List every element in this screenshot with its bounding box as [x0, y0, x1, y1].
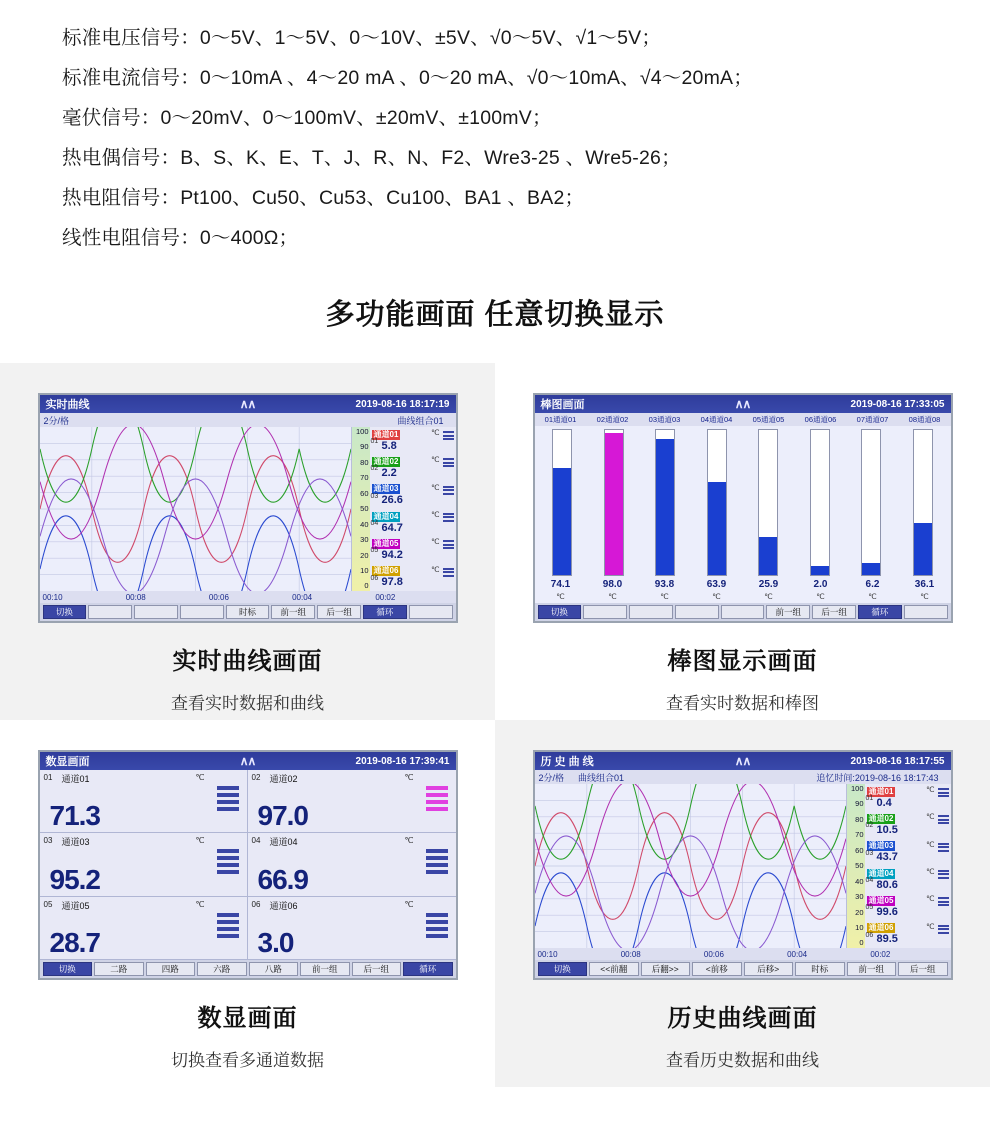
- bar-value: 63.9: [706, 578, 727, 590]
- channel-unit: ℃: [431, 482, 440, 492]
- button-blank-3[interactable]: [675, 605, 719, 619]
- x-tick: 00:02: [870, 949, 891, 959]
- device-screen-realtime-curve: [38, 393, 458, 623]
- channel-value: 3.0: [257, 926, 294, 958]
- channel-value: 0.4: [876, 796, 892, 809]
- screen-title-bar: [535, 752, 951, 770]
- screen-button-bar: [40, 603, 456, 621]
- channel-name: 通道01: [868, 786, 894, 796]
- y-tick: 80: [855, 814, 864, 824]
- channel-name: 通道01: [373, 429, 399, 439]
- channel-value: 89.5: [876, 933, 898, 946]
- button-cycle[interactable]: 循环: [858, 605, 902, 619]
- panel-subtitle: 切换查看多通道数据: [171, 1051, 324, 1070]
- bar-value: 2.0: [813, 578, 828, 590]
- channel-value: 43.7: [876, 851, 898, 864]
- button-next-group[interactable]: 后一组: [352, 962, 402, 976]
- channel-row[interactable]: [865, 866, 951, 893]
- y-tick: 60: [360, 488, 369, 498]
- panel-realtime-curve: [0, 363, 495, 720]
- channel-value: 99.6: [876, 905, 898, 918]
- curve-group-label: 曲线组合01: [578, 772, 625, 783]
- button-blank-1[interactable]: [583, 605, 627, 619]
- channel-row[interactable]: [370, 454, 456, 481]
- bar-indicator-icon: [426, 849, 448, 874]
- bar-unit: ℃: [816, 592, 825, 601]
- bar-unit: ℃: [660, 592, 669, 601]
- button-switch[interactable]: 切换: [43, 962, 93, 976]
- bar-column: [691, 429, 743, 576]
- x-tick: 00:08: [125, 592, 146, 602]
- channel-index: 04: [251, 836, 261, 846]
- y-tick: 90: [855, 799, 864, 809]
- y-tick: 50: [855, 861, 864, 871]
- bar-indicator-icon: [938, 925, 949, 934]
- channel-row[interactable]: [865, 921, 951, 948]
- y-tick: 30: [855, 892, 864, 902]
- channel-name: 通道02: [269, 774, 298, 784]
- channel-index: 02: [251, 773, 261, 782]
- button-timemark[interactable]: 时标: [226, 605, 270, 619]
- bar-unit: ℃: [764, 592, 773, 601]
- y-tick: 60: [855, 845, 864, 855]
- x-tick: 00:06: [208, 592, 229, 602]
- channel-unit: ℃: [431, 428, 440, 437]
- bar-indicator-icon: [938, 897, 949, 906]
- screen-title: 棒图画面: [540, 399, 585, 411]
- channel-name: 通道03: [373, 484, 399, 494]
- panel-history-curve: [495, 720, 990, 1087]
- channel-value: 80.6: [876, 878, 898, 891]
- bar-graph-area: [535, 426, 951, 576]
- specification-list: [0, 0, 990, 258]
- channel-row[interactable]: [370, 564, 456, 591]
- bar-header: 01通道01: [544, 415, 577, 424]
- bar-track: [707, 429, 727, 576]
- bar-indicator-icon: [443, 458, 454, 467]
- curve-plot-area: [40, 427, 352, 591]
- y-tick: 30: [360, 535, 369, 545]
- screen-button-bar: [535, 603, 951, 621]
- channel-index: 05: [370, 547, 379, 555]
- panel-subtitle: 查看实时数据和棒图: [666, 694, 819, 713]
- channel-row[interactable]: [865, 839, 951, 866]
- bar-value: 93.8: [654, 578, 675, 590]
- button-blank-2[interactable]: [134, 605, 178, 619]
- button-four-channel[interactable]: 四路: [146, 962, 196, 976]
- button-switch[interactable]: 切换: [43, 605, 87, 619]
- device-screen-bar-graph: [533, 393, 953, 623]
- button-next-group[interactable]: 后一组: [812, 605, 856, 619]
- time-scale-label: 2分/格: [43, 415, 70, 426]
- bar-indicator-icon: [443, 431, 454, 440]
- channel-name: 通道04: [868, 868, 894, 878]
- bar-channel-headers: [535, 413, 951, 426]
- channel-value: 2.2: [381, 466, 397, 479]
- y-tick: 10: [855, 922, 864, 932]
- channel-unit: ℃: [926, 785, 935, 794]
- button-blank-4[interactable]: [721, 605, 765, 619]
- y-tick: 40: [855, 876, 864, 886]
- bar-value: 36.1: [914, 578, 935, 590]
- channel-index: 02: [865, 822, 874, 830]
- bar-fill: [914, 523, 932, 575]
- button-page-back[interactable]: <<前翻: [589, 962, 639, 976]
- bar-column: [794, 429, 846, 576]
- channel-unit: ℃: [926, 812, 935, 822]
- channel-value-list: [370, 427, 456, 591]
- y-tick: 70: [855, 830, 864, 840]
- bar-indicator-icon: [217, 913, 239, 938]
- screen-title: 实时曲线: [45, 399, 90, 411]
- channel-name: 通道01: [61, 774, 90, 784]
- channel-name: 通道05: [373, 538, 399, 548]
- bar-header: 02通道02: [596, 415, 629, 424]
- channel-index: 04: [370, 519, 379, 527]
- x-tick: 00:10: [537, 949, 558, 959]
- channel-index: 06: [865, 931, 874, 939]
- bar-fill: [553, 468, 571, 575]
- screen-body: [40, 427, 456, 591]
- channel-index: 02: [370, 465, 379, 473]
- digital-cell[interactable]: [40, 897, 248, 960]
- curve-header: [535, 770, 951, 784]
- bar-indicator-icon: [938, 788, 949, 797]
- channel-name: 通道03: [868, 841, 894, 851]
- bar-value: 98.0: [602, 578, 623, 590]
- spec-line-voltage: 标准电压信号：0～5V、1～5V、0～10V、±5V、√0～5V、√1～5V；: [62, 27, 662, 49]
- screen-datetime: 2019-08-16 17:39:41: [355, 755, 450, 767]
- device-screen-history-curve: [533, 750, 953, 980]
- x-tick: 00:08: [620, 949, 641, 959]
- channel-index: 03: [865, 849, 874, 857]
- digital-cell[interactable]: [248, 897, 456, 960]
- curve-y-axis: [847, 784, 865, 948]
- bar-unit: ℃: [608, 592, 617, 601]
- y-tick: 70: [360, 473, 369, 483]
- bar-track: [913, 429, 933, 576]
- curve-plot-svg: [40, 427, 351, 591]
- bar-indicator-icon: [217, 786, 239, 811]
- bar-unit: ℃: [920, 592, 929, 601]
- channel-row[interactable]: [865, 811, 951, 838]
- channel-value: 26.6: [381, 494, 403, 507]
- channel-unit: ℃: [431, 537, 440, 547]
- brand-logo-icon: ∧∧: [734, 754, 751, 768]
- bar-fill: [811, 566, 829, 575]
- channel-index: 05: [865, 904, 874, 912]
- channel-unit: ℃: [431, 564, 440, 574]
- channel-row[interactable]: [370, 482, 456, 509]
- y-tick: 100: [850, 784, 864, 793]
- panel-subtitle: 查看历史数据和曲线: [666, 1051, 819, 1070]
- bar-header: 08通道08: [908, 415, 941, 424]
- bar-value: 74.1: [550, 578, 571, 590]
- bar-unit: ℃: [712, 592, 721, 601]
- channel-name: 通道04: [373, 511, 399, 521]
- channel-row[interactable]: [370, 509, 456, 536]
- digital-cell[interactable]: [248, 833, 456, 896]
- channel-unit: ℃: [926, 866, 935, 876]
- bar-unit: ℃: [868, 592, 877, 601]
- device-screen-digital: [38, 750, 458, 980]
- channel-name: 通道02: [868, 813, 894, 823]
- spec-line-current: 标准电流信号：0～10mA 、4～20 mA 、0～20 mA、√0～10mA、√4～20mA；: [62, 67, 753, 89]
- panel-caption: 历史曲线画面: [667, 1005, 818, 1032]
- channel-value: 71.3: [49, 800, 100, 832]
- curve-group-label: 曲线组合01: [397, 415, 444, 426]
- channel-index: 03: [370, 492, 379, 500]
- button-blank-1[interactable]: [88, 605, 132, 619]
- channel-unit: ℃: [431, 455, 440, 465]
- channel-index: 06: [251, 899, 261, 909]
- channel-unit: ℃: [926, 921, 935, 931]
- button-cycle[interactable]: 循环: [363, 605, 407, 619]
- y-tick: 80: [360, 457, 369, 467]
- button-prev-group[interactable]: 前一组: [271, 605, 315, 619]
- channel-name: 通道05: [61, 900, 90, 911]
- channel-name: 通道02: [373, 456, 399, 466]
- channel-value: 10.5: [876, 823, 898, 836]
- bar-track: [604, 429, 624, 576]
- channel-index: 01: [43, 773, 53, 782]
- y-tick: 50: [360, 504, 369, 514]
- channel-row[interactable]: [865, 784, 951, 811]
- bar-column: [743, 429, 795, 576]
- bar-fill: [708, 482, 726, 575]
- bar-track: [861, 429, 881, 576]
- button-switch[interactable]: 切换: [538, 962, 588, 976]
- channel-unit: ℃: [431, 509, 440, 519]
- channel-row[interactable]: [370, 427, 456, 454]
- bar-value: 25.9: [758, 578, 779, 590]
- curve-plot-area: [535, 784, 847, 948]
- bar-column: [537, 429, 589, 576]
- channel-value: 64.7: [381, 521, 403, 534]
- bar-indicator-icon: [443, 568, 454, 577]
- channel-index: 06: [370, 574, 379, 582]
- bar-indicator-icon: [938, 815, 949, 824]
- bar-header: 05通道05: [752, 415, 785, 424]
- bar-track: [655, 429, 675, 576]
- digital-cell[interactable]: [40, 770, 248, 833]
- button-blank-3[interactable]: [180, 605, 224, 619]
- bar-indicator-icon: [217, 849, 239, 874]
- time-scale-label: 2分/格: [538, 772, 565, 783]
- channel-index: 01: [370, 438, 379, 445]
- bar-unit: ℃: [556, 592, 565, 601]
- screen-title: 历 史 曲 线: [540, 756, 594, 768]
- channel-name: 通道06: [373, 566, 399, 576]
- channel-name: 通道04: [269, 837, 298, 848]
- bar-column: [897, 429, 949, 576]
- bar-header: 06通道06: [804, 415, 837, 424]
- digital-cell[interactable]: [248, 770, 456, 833]
- screen-button-bar: [535, 960, 951, 978]
- screen-datetime: 2019-08-16 18:17:55: [850, 755, 945, 767]
- bar-header: 07通道07: [856, 415, 889, 424]
- button-next-group[interactable]: 后一组: [898, 962, 948, 976]
- x-tick: 00:02: [375, 592, 396, 602]
- brand-logo-icon: ∧∧: [734, 397, 751, 411]
- bar-fill: [656, 439, 674, 575]
- bar-track: [552, 429, 572, 576]
- channel-name: 通道05: [868, 895, 894, 905]
- channel-index: 05: [43, 899, 53, 909]
- channel-unit: ℃: [926, 839, 935, 849]
- panel-caption: 数显画面: [197, 1005, 298, 1032]
- bar-indicator-icon: [938, 870, 949, 879]
- bar-units-row: [535, 592, 951, 603]
- digital-grid: [40, 770, 456, 960]
- button-prev-group[interactable]: 前一组: [300, 962, 350, 976]
- channel-name: 通道03: [61, 837, 90, 848]
- screens-grid: [0, 363, 990, 1087]
- curve-x-axis: [40, 591, 456, 603]
- spec-line-thermocouple: 热电偶信号：B、S、K、E、T、J、R、N、F2、Wre3-25 、Wre5-26；: [62, 147, 681, 169]
- screen-title-bar: [535, 395, 951, 413]
- y-tick: 10: [360, 565, 369, 575]
- channel-value: 66.9: [257, 863, 308, 895]
- bar-indicator-icon: [426, 786, 448, 811]
- bar-indicator-icon: [443, 486, 454, 495]
- bar-indicator-icon: [443, 540, 454, 549]
- channel-value: 94.2: [381, 548, 403, 561]
- channel-unit: ℃: [404, 899, 414, 909]
- bar-track: [758, 429, 778, 576]
- screen-title: 数显画面: [45, 756, 90, 768]
- bar-column: [588, 429, 640, 576]
- channel-value: 5.8: [381, 439, 397, 452]
- recall-time-label: 追忆时间:2019-08-16 18:17:43: [816, 772, 939, 783]
- button-cycle[interactable]: 循环: [403, 962, 453, 976]
- y-tick: 40: [360, 519, 369, 529]
- x-tick: 00:04: [787, 949, 808, 959]
- button-six-channel[interactable]: 六路: [197, 962, 247, 976]
- channel-value-list: [865, 784, 951, 948]
- channel-index: 03: [43, 836, 53, 846]
- curve-plot-svg: [535, 784, 846, 948]
- screen-title-bar: [40, 752, 456, 770]
- button-shift-back[interactable]: <前移: [692, 962, 742, 976]
- curve-x-axis: [535, 948, 951, 960]
- y-tick: 20: [855, 907, 864, 917]
- bar-value: 6.2: [865, 578, 880, 590]
- button-prev-group[interactable]: 前一组: [766, 605, 810, 619]
- channel-value: 95.2: [49, 863, 100, 895]
- button-shift-forward[interactable]: 后移>: [744, 962, 794, 976]
- panel-caption: 实时曲线画面: [172, 648, 323, 675]
- curve-y-axis: [352, 427, 370, 591]
- spec-line-resistance: 线性电阻信号：0～400Ω；: [62, 227, 299, 249]
- channel-unit: ℃: [195, 836, 205, 846]
- y-tick: 100: [355, 427, 369, 436]
- x-tick: 00:04: [292, 592, 313, 602]
- bar-fill: [759, 537, 777, 575]
- bar-values-row: [535, 576, 951, 592]
- channel-unit: ℃: [926, 894, 935, 904]
- panel-digital-display: [0, 720, 495, 1087]
- button-switch[interactable]: 切换: [538, 605, 582, 619]
- channel-unit: ℃: [195, 899, 205, 909]
- brand-logo-icon: ∧∧: [239, 397, 256, 411]
- screen-button-bar: [40, 960, 456, 978]
- panel-bar-graph: [495, 363, 990, 720]
- button-blank-2[interactable]: [629, 605, 673, 619]
- screen-title-bar: [40, 395, 456, 413]
- bar-header: 03通道03: [648, 415, 681, 424]
- y-tick: 20: [360, 550, 369, 560]
- channel-name: 通道06: [269, 900, 298, 911]
- panel-subtitle: 查看实时数据和曲线: [171, 694, 324, 713]
- channel-value: 28.7: [49, 926, 100, 958]
- section-title: 多功能画面 任意切换显示: [325, 299, 665, 331]
- channel-unit: ℃: [404, 836, 414, 846]
- button-eight-channel[interactable]: 八路: [249, 962, 299, 976]
- button-next-group[interactable]: 后一组: [317, 605, 361, 619]
- brand-logo-icon: ∧∧: [239, 754, 256, 768]
- bar-indicator-icon: [426, 913, 448, 938]
- button-timemark[interactable]: 时标: [795, 962, 845, 976]
- screen-datetime: 2019-08-16 18:17:19: [355, 398, 450, 410]
- button-blank-5[interactable]: [904, 605, 948, 619]
- screen-datetime: 2019-08-16 17:33:05: [850, 398, 945, 410]
- bar-column: [846, 429, 898, 576]
- x-tick: 00:10: [42, 592, 63, 602]
- button-page-forward[interactable]: 后翻>>: [641, 962, 691, 976]
- bar-track: [810, 429, 830, 576]
- button-blank-4[interactable]: [409, 605, 453, 619]
- spec-line-rtd: 热电阻信号：Pt100、Cu50、Cu53、Cu100、BA1 、BA2；: [62, 187, 585, 209]
- panel-caption: 棒图显示画面: [667, 648, 818, 675]
- channel-row[interactable]: [370, 536, 456, 563]
- channel-value: 97.8: [381, 576, 403, 589]
- bar-fill: [862, 563, 880, 575]
- bar-column: [640, 429, 692, 576]
- bar-header: 04通道04: [700, 415, 733, 424]
- channel-index: 04: [865, 876, 874, 884]
- channel-row[interactable]: [865, 893, 951, 920]
- x-tick: 00:06: [703, 949, 724, 959]
- screen-body: [535, 784, 951, 948]
- button-prev-group[interactable]: 前一组: [847, 962, 897, 976]
- channel-value: 97.0: [257, 800, 308, 832]
- bar-indicator-icon: [443, 513, 454, 522]
- spec-line-millivolt: 毫伏信号：0～20mV、0～100mV、±20mV、±100mV；: [62, 107, 552, 129]
- y-tick: 0: [859, 938, 864, 948]
- bar-fill: [605, 433, 623, 575]
- bar-indicator-icon: [938, 843, 949, 852]
- y-tick: 90: [360, 442, 369, 452]
- curve-header: [40, 413, 456, 427]
- digital-cell[interactable]: [40, 833, 248, 896]
- channel-name: 通道06: [868, 923, 894, 933]
- button-two-channel[interactable]: 二路: [94, 962, 144, 976]
- y-tick: 0: [364, 581, 369, 591]
- channel-unit: ℃: [404, 773, 414, 782]
- channel-unit: ℃: [195, 773, 205, 782]
- channel-index: 01: [865, 795, 874, 802]
